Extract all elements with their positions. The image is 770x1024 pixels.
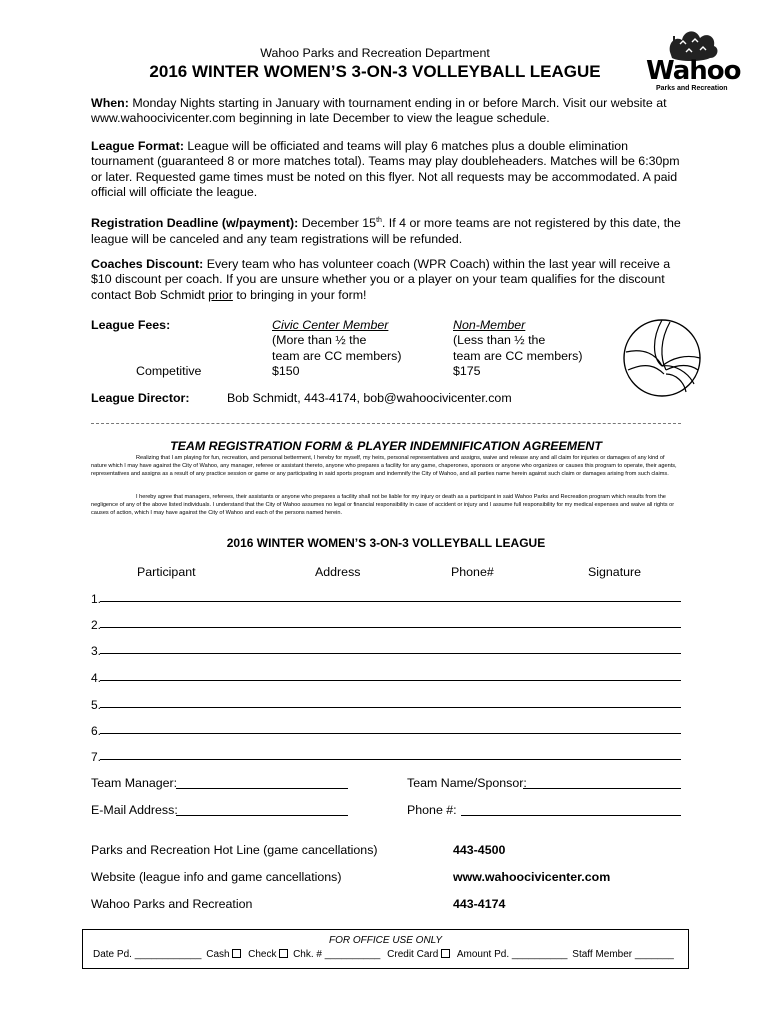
waiver-paragraph-1: Realizing that I am playing for fun, recreation, and personal betterment, I hereby for myself, my heirs, personal representatives and assigns, waive and release any and all claim for injuries or damages of any kind of nature which I may have against the City of Wahoo, any manager, referee or assistant thereto, anyone who prepares a facility for any game, chaperones, sponsors or anyone who organizes or causes this program to operate, their agents, representatives and assigns as a result of any practice session or game or any participating in said sports program and indemnify the City of Wahoo, and all parties name herein against such claim or damages arising from such claims. [91,455,677,477]
director-label: League Director: [91,391,190,405]
deadline-text: . If 4 or more teams are not registered by this date, the league will be canceled and any team registrations will be refunded. [91,216,681,246]
credit-card-checkbox[interactable] [441,949,450,958]
check-label: Check [248,949,277,960]
col-phone: Phone# [451,565,494,579]
row-number: 5. [91,698,102,712]
deadline-section [91,213,681,247]
coaches-section [91,257,681,303]
credit-card-label: Credit Card [387,949,439,960]
contact-value: www.wahoocivicenter.com [453,870,611,884]
when-section [91,96,681,127]
deadline-label: Registration Deadline (w/payment): [91,216,299,231]
format-label: League Format: [91,139,184,153]
director-text: Bob Schmidt, 443-4174, bob@wahoocivicenter.com [227,391,512,405]
contact-value: 443-4174 [453,897,506,911]
cash-checkbox[interactable] [232,949,241,958]
row-number: 7. [91,750,102,764]
page-title: 2016 WINTER WOMEN’S 3-ON-3 VOLLEYBALL LEAGUE [149,62,601,81]
volleyball-image [622,318,702,398]
col-address: Address [315,565,361,579]
participant-row-3[interactable] [100,653,681,654]
col-signature: Signature [588,565,642,579]
member-price: $150 [272,364,300,379]
team-manager-field[interactable] [176,788,348,789]
participant-row-6[interactable] [100,733,681,734]
office-use-title: FOR OFFICE USE ONLY [329,935,442,946]
row-number: 3. [91,644,102,658]
contact-label: Parks and Recreation Hot Line (game cancellations) [91,843,378,857]
department-name: Wahoo Parks and Recreation Department [260,46,490,60]
nonmember-heading: Non-Member [453,318,526,332]
volleyball-icon [622,318,702,398]
contact-label: Wahoo Parks and Recreation [91,897,253,911]
contact-label: Website (league info and game cancellations) [91,870,342,884]
row-number: 4. [91,671,102,685]
fees-nonmember-column [453,318,623,380]
nonmember-price: $175 [453,364,481,379]
office-use-box [82,929,689,969]
team-manager-label: Team Manager: [91,776,178,790]
team-name-field[interactable] [523,788,681,789]
deadline-date-suffix: th [376,217,382,224]
format-text: League will be officiated and teams will play 6 matches plus a double elimination tournament (guaranteed 8 or more matches total). Teams may play doubleheaders. Matches will be 6:30pm or later. Requested game times must be noted on this flyer. Not all requests may be accommodated. A paid official will officiate the league. [91,139,680,200]
member-desc-1: (More than ½ the [272,333,367,348]
fees-row-label: Competitive [136,364,202,378]
date-paid: Date Pd. ____________ [93,949,202,960]
staff-member: Staff Member _______ [572,949,674,960]
participant-row-2[interactable] [100,627,681,628]
deadline-date: December 15 [301,216,377,231]
check-checkbox[interactable] [279,949,288,958]
format-section [91,139,681,201]
coaches-prior: prior [208,287,233,302]
row-number: 2. [91,618,102,632]
nonmember-desc-1: (Less than ½ the [453,333,546,348]
fees-label: League Fees: [91,318,171,332]
section-divider [91,423,681,424]
contact-value: 443-4500 [453,843,506,857]
coaches-text: Every team who has volunteer coach (WPR Coach) within the last year will receive a $10 discount per coach. If you are unsure whether you or a player on your team qualifies for the discount contact Bob Schmidt [91,257,671,302]
when-text: Monday Nights starting in January with tournament ending in or before March. Visit our website at www.wahoocivicenter.com beginning in late December to view the league schedule. [91,96,667,126]
member-desc-2: team are CC members) [272,348,402,363]
phone-field[interactable] [461,815,681,816]
when-label: When: [91,96,129,110]
email-field[interactable] [176,815,348,816]
logo-subtext: Parks and Recreation [656,85,728,92]
coaches-text-end: to bringing in your form! [232,287,367,302]
team-name-label: Team Name/Sponsor: [407,776,527,790]
cash-label: Cash [206,949,230,960]
coaches-label: Coaches Discount: [91,257,204,271]
check-number: Chk. # __________ [293,949,381,960]
office-use-row [93,949,683,960]
col-participant: Participant [137,565,196,579]
logo-text: Wahoo [646,56,741,86]
row-number: 6. [91,724,102,738]
form-title: TEAM REGISTRATION FORM & PLAYER INDEMNIFICATION AGREEMENT [170,439,602,453]
member-heading: Civic Center Member [272,318,389,332]
participant-row-5[interactable] [100,707,681,708]
amount-paid: Amount Pd. __________ [456,949,568,960]
phone-label: Phone #: [407,803,457,817]
fees-member-column [272,318,442,380]
email-label: E-Mail Address: [91,803,178,817]
participant-row-4[interactable] [100,680,681,681]
participant-row-7[interactable] [100,759,681,760]
participant-row-1[interactable] [100,601,681,602]
wahoo-logo [640,22,740,94]
row-number: 1. [91,592,102,606]
nonmember-desc-2: team are CC members) [453,348,583,363]
form-subtitle: 2016 WINTER WOMEN’S 3-ON-3 VOLLEYBALL LEAGUE [226,536,546,550]
waiver-paragraph-2: I hereby agree that managers, referees, their assistants or anyone who prepares a facility shall not be liable for my injury or death as a participant in said Wahoo Parks and Recreation program which results from the negligence of any of the above listed individuals. I understand that the City of Wahoo assumes no legal or financial responsibility in case of accident or injury and I assume full responsibility for my medical expenses and waive all rights or causes of action, which I may have against the City of Wahoo and each of the persons named herein. [91,494,675,516]
